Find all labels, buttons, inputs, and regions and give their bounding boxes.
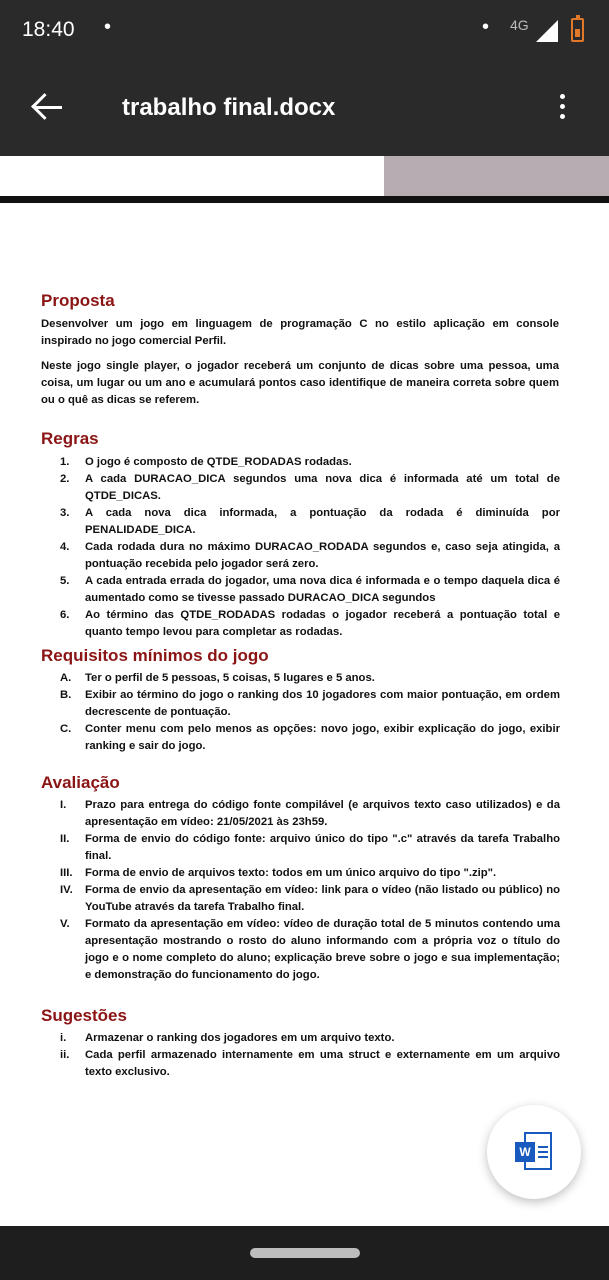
list-item-number: C.	[60, 723, 72, 735]
list-item-text: A cada entrada errada do jogador, uma nova dica é informada e o tempo daquela dica é aumentado como se tivesse passado DURACAO_DICA segundos	[85, 575, 560, 604]
list-item	[60, 454, 560, 471]
requisitos-list	[60, 670, 560, 755]
list-item	[60, 797, 560, 831]
list-item	[60, 687, 560, 721]
heading-requisitos: Requisitos mínimos do jogo	[41, 646, 269, 665]
list-item-text: A cada DURACAO_DICA segundos uma nova dica é informada até um total de QTDE_DICAS.	[85, 473, 560, 502]
list-item-text: Cada rodada dura no máximo DURACAO_RODADA segundos e, caso seja atingida, a pontuação recebida pelo jogador será zero.	[85, 541, 560, 570]
list-item-number: 3.	[60, 507, 70, 519]
list-item	[60, 1047, 560, 1081]
list-item-text: Exibir ao término do jogo o ranking dos 10 jogadores com maior pontuação, em ordem decrescente de pontuação.	[85, 689, 560, 718]
document-title: trabalho final.docx	[122, 94, 336, 121]
list-item	[60, 573, 560, 607]
list-item-number: A.	[60, 672, 72, 684]
list-item	[60, 865, 560, 882]
notification-dot: •	[104, 16, 112, 38]
list-item	[60, 505, 560, 539]
list-item-text: Formato da apresentação em vídeo: vídeo de duração total de 5 minutos contendo uma apresentação mostrando o rosto do aluno informando com a própria voz o título do jogo e o nome completo do aluno; explicação breve sobre o jogo e sua implementação; e demonstração do funcionamento do jogo.	[85, 918, 560, 981]
list-item-number: V.	[60, 918, 70, 930]
navigation-bar	[0, 1226, 609, 1280]
sugestoes-list	[60, 1030, 560, 1081]
heading-avaliacao: Avaliação	[41, 773, 120, 792]
list-item-text: Forma de envio da apresentação em vídeo: link para o vídeo (não listado ou público) no YouTube através da tarefa Trabalho final.	[85, 884, 560, 913]
list-item	[60, 721, 560, 755]
list-item	[60, 916, 560, 984]
list-item-number: 5.	[60, 575, 70, 587]
list-item-number: B.	[60, 689, 72, 701]
page-break	[0, 196, 609, 203]
list-item-text: Ter o perfil de 5 pessoas, 5 coisas, 5 lugares e 5 anos.	[85, 672, 375, 684]
signal-icon	[536, 20, 558, 42]
list-item	[60, 607, 560, 641]
list-item-number: III.	[60, 867, 73, 879]
list-item	[60, 1030, 560, 1047]
open-in-word-button[interactable]	[487, 1105, 581, 1199]
heading-regras: Regras	[41, 429, 99, 448]
document-page[interactable]	[0, 203, 609, 1226]
list-item-number: ii.	[60, 1049, 70, 1061]
list-item-number: 1.	[60, 456, 70, 468]
regras-list	[60, 454, 560, 641]
heading-sugestoes: Sugestões	[41, 1006, 127, 1025]
list-item-text: O jogo é composto de QTDE_RODADAS rodadas.	[85, 456, 352, 468]
word-icon	[515, 1132, 553, 1172]
status-time: 18:40	[22, 18, 75, 41]
back-arrow-icon[interactable]	[30, 90, 64, 124]
heading-proposta: Proposta	[41, 291, 115, 310]
list-item-number: IV.	[60, 884, 73, 896]
list-item-text: Forma de envio do código fonte: arquivo único do tipo ".c" através da tarefa Trabalho final.	[85, 833, 560, 862]
home-gesture-pill[interactable]	[250, 1248, 360, 1258]
network-type: 4G	[510, 17, 529, 33]
list-item-number: II.	[60, 833, 70, 845]
list-item	[60, 831, 560, 865]
list-item-number: i.	[60, 1032, 67, 1044]
list-item-text: Cada perfil armazenado internamente em uma struct e externamente em um arquivo texto exclusivo.	[85, 1049, 560, 1078]
word-letter: W	[515, 1142, 535, 1162]
status-dot: •	[482, 16, 490, 38]
list-item-text: Forma de envio de arquivos texto: todos em um único arquivo do tipo ".zip".	[85, 867, 497, 879]
list-item-text: Conter menu com pelo menos as opções: novo jogo, exibir explicação do jogo, exibir ranking e sair do jogo.	[85, 723, 560, 752]
list-item	[60, 882, 560, 916]
list-item-number: 2.	[60, 473, 70, 485]
list-item	[60, 539, 560, 573]
list-item-text: Prazo para entrega do código fonte compilável (e arquivos texto caso utilizados) e da apresentação em vídeo: 21/05/2021 às 23h59.	[85, 799, 560, 828]
status-bar	[0, 0, 609, 64]
battery-icon	[571, 18, 584, 42]
more-options-icon[interactable]	[555, 94, 569, 124]
list-item-number: 4.	[60, 541, 70, 553]
list-item	[60, 670, 560, 687]
app-bar	[0, 64, 609, 156]
proposta-paragraph-1: Desenvolver um jogo em linguagem de programação C no estilo aplicação em console inspirado no jogo comercial Perfil.	[41, 318, 559, 347]
list-item-text: Ao término das QTDE_RODADAS rodadas o jogador receberá a pontuação total e quanto tempo levou para completar as rodadas.	[85, 609, 560, 638]
list-item-text: Armazenar o ranking dos jogadores em um arquivo texto.	[85, 1032, 395, 1044]
previous-page-edge	[0, 156, 609, 196]
avaliacao-list	[60, 797, 560, 984]
list-item-text: A cada nova dica informada, a pontuação da rodada é diminuída por PENALIDADE_DICA.	[85, 507, 560, 536]
list-item-number: I.	[60, 799, 67, 811]
list-item	[60, 471, 560, 505]
list-item-number: 6.	[60, 609, 70, 621]
proposta-paragraph-2: Neste jogo single player, o jogador receberá um conjunto de dicas sobre uma pessoa, uma coisa, um lugar ou um ano e acumulará pontos caso identifique de maneira correta sobre quem ou o quê as dicas se referem.	[41, 360, 559, 406]
